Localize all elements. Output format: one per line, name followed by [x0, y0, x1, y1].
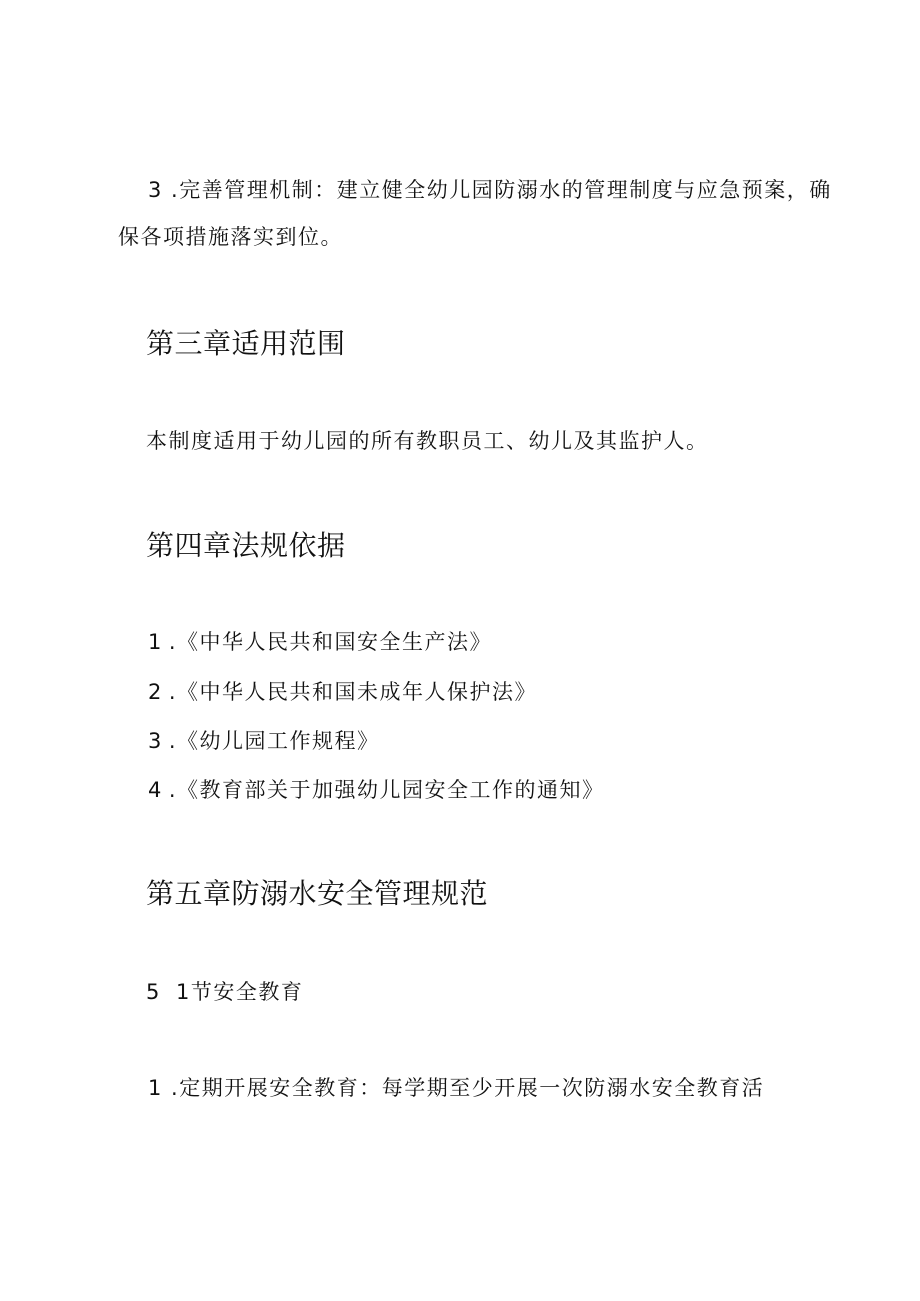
section-title: 1节安全教育: [176, 980, 304, 1004]
section-number: 5: [146, 980, 161, 1004]
chapter3-heading: 第三章适用范围: [146, 327, 346, 360]
regulation-list-item: [148, 780, 605, 801]
list-item-number: 1: [148, 630, 163, 654]
list-item-number: 3: [148, 729, 163, 753]
chapter4-heading: 第四章法规依据: [146, 529, 346, 562]
section-heading: [146, 982, 303, 1003]
paragraph-mechanism-line2: 保各项措施落实到位。: [118, 225, 343, 249]
regulation-list-item: [148, 632, 492, 653]
education-item-1: 1 .定期开展安全教育：每学期至少开展一次防溺水安全教育活: [148, 1076, 765, 1100]
list-item-text: .《教育部关于加强幼儿园安全工作的通知》: [168, 778, 605, 802]
chapter3-body: 本制度适用于幼儿园的所有教职员工、幼儿及其监护人。: [146, 429, 709, 453]
list-item-text: .《中华人民共和国安全生产法》: [168, 630, 493, 654]
regulation-list-item: [148, 682, 537, 703]
list-item-text: .《中华人民共和国未成年人保护法》: [168, 680, 538, 704]
list-item-text: .《幼儿园工作规程》: [168, 729, 380, 753]
list-item-number: 2: [148, 680, 163, 704]
chapter5-heading: 第五章防溺水安全管理规范: [146, 877, 489, 910]
paragraph-mechanism-line1: 3 .完善管理机制：建立健全幼儿园防溺水的管理制度与应急预案，确: [148, 178, 832, 202]
list-item-number: 4: [148, 778, 163, 802]
regulation-list-item: [148, 731, 380, 752]
